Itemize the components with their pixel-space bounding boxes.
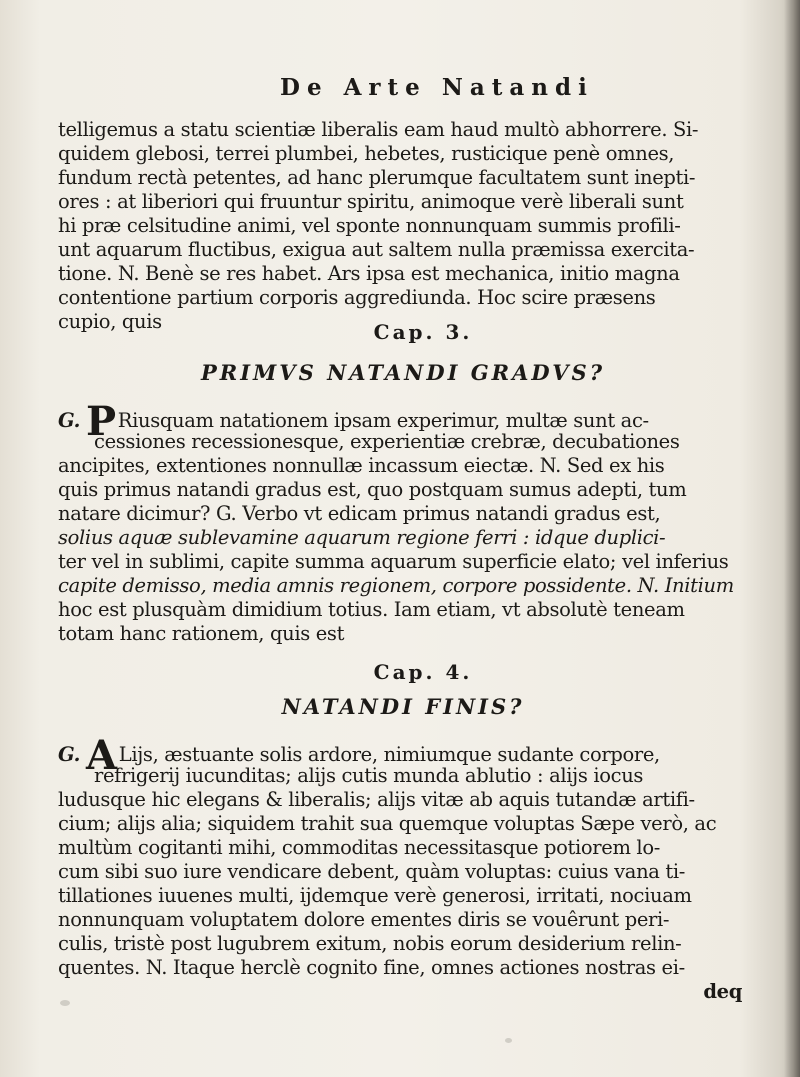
text-line: quentes. N. Itaque herclè cognito fine, omnes actiones nostras ei- (58, 956, 685, 979)
text-line: contentione partium corporis aggrediunda. Hoc scire præsens (58, 286, 656, 309)
text-line: refrigerij iucunditas; alijs cutis munda ablutio : alijs iocus (94, 764, 644, 787)
text-line: quidem glebosi, terrei plumbei, hebetes, rusticique penè omnes, (58, 142, 675, 165)
chapter-title: NATANDI FINIS? (281, 694, 525, 719)
text-line: cium; alijs alia; siquidem trahit sua quemque voluptas Sæpe verò, ac (58, 812, 717, 835)
text-line: quis primus natandi gradus est, quo postquam sumus adepti, tum (58, 478, 687, 501)
chapter-3-body (58, 398, 748, 646)
text-line: fundum rectà petentes, ad hanc plerumque facultatem sunt inepti- (58, 166, 696, 189)
text-line: cum sibi suo iure vendicare debent, quàm voluptas: cuius vana ti- (58, 860, 686, 883)
text-line: ter vel in sublimi, capite summa aquarum superficie elato; vel inferius (58, 550, 729, 573)
catchword: deq (703, 980, 742, 1003)
text-line: hi præ celsitudine animi, vel sponte nonnunquam summis profili- (58, 214, 681, 237)
ink-spot (505, 1038, 512, 1043)
chapter-4-body (58, 732, 748, 1004)
text-line: cessiones recessionesque, experientiæ crebræ, decubationes (94, 430, 680, 453)
text-line: ludusque hic elegans & liberalis; alijs vitæ ab aquis tutandæ artifi- (58, 788, 695, 811)
running-head: De Arte Natandi (280, 74, 594, 101)
chapter-label: Cap. 3. (373, 320, 473, 344)
text-line: Riusquam natationem ipsam experimur, multæ sunt ac- (117, 409, 649, 432)
text-line: nonnunquam voluptatem dolore ementes diris se vouêrunt peri- (58, 908, 670, 931)
text-line: capite demisso, media amnis regionem, corpore possidente. N. Initium (58, 574, 734, 597)
text-line: ores : at liberiori qui fruuntur spiritu, animoque verè liberali sunt (58, 190, 684, 213)
speaker-label: G. (58, 743, 81, 766)
text-line: solius aquæ sublevamine aquarum regione ferri : idque duplici- (58, 526, 666, 549)
text-line: unt aquarum fluctibus, exigua aut saltem nulla præmissa exercita- (58, 238, 695, 261)
text-line: totam hanc rationem, quis est (58, 622, 345, 645)
chapter-3-tail (58, 118, 748, 334)
text-line: ancipites, extentiones nonnullæ incassum eiectæ. N. Sed ex his (58, 454, 665, 477)
text-line: multùm cogitanti mihi, commoditas necessitasque potiorem lo- (58, 836, 660, 859)
chapter-title: PRIMVS NATANDI GRADVS? (200, 360, 606, 385)
text-line: hoc est plusquàm dimidium totius. Iam etiam, vt absolutè teneam (58, 598, 685, 621)
chapter-label: Cap. 4. (373, 660, 473, 684)
text-line: natare dicimur? G. Verbo vt edicam primus natandi gradus est, (58, 502, 661, 525)
text-line: tione. N. Benè se res habet. Ars ipsa est mechanica, initio magna (58, 262, 680, 285)
speaker-label: G. (58, 409, 81, 432)
drop-cap: A (86, 732, 117, 779)
text-line: cupio, quis (58, 310, 162, 333)
text-line: Lijs, æstuante solis ardore, nimiumque sudante corpore, (118, 743, 660, 766)
text-line: telligemus a statu scientiæ liberalis eam haud multò abhorrere. Si- (58, 118, 699, 141)
drop-cap: P (86, 398, 116, 445)
text-block (58, 118, 748, 1004)
text-line: culis, tristè post lugubrem exitum, nobis eorum desiderium relin- (58, 932, 682, 955)
text-line: tillationes iuuenes multi, ijdemque verè generosi, irritati, nociuam (58, 884, 692, 907)
page-gutter-shadow (784, 0, 800, 1077)
